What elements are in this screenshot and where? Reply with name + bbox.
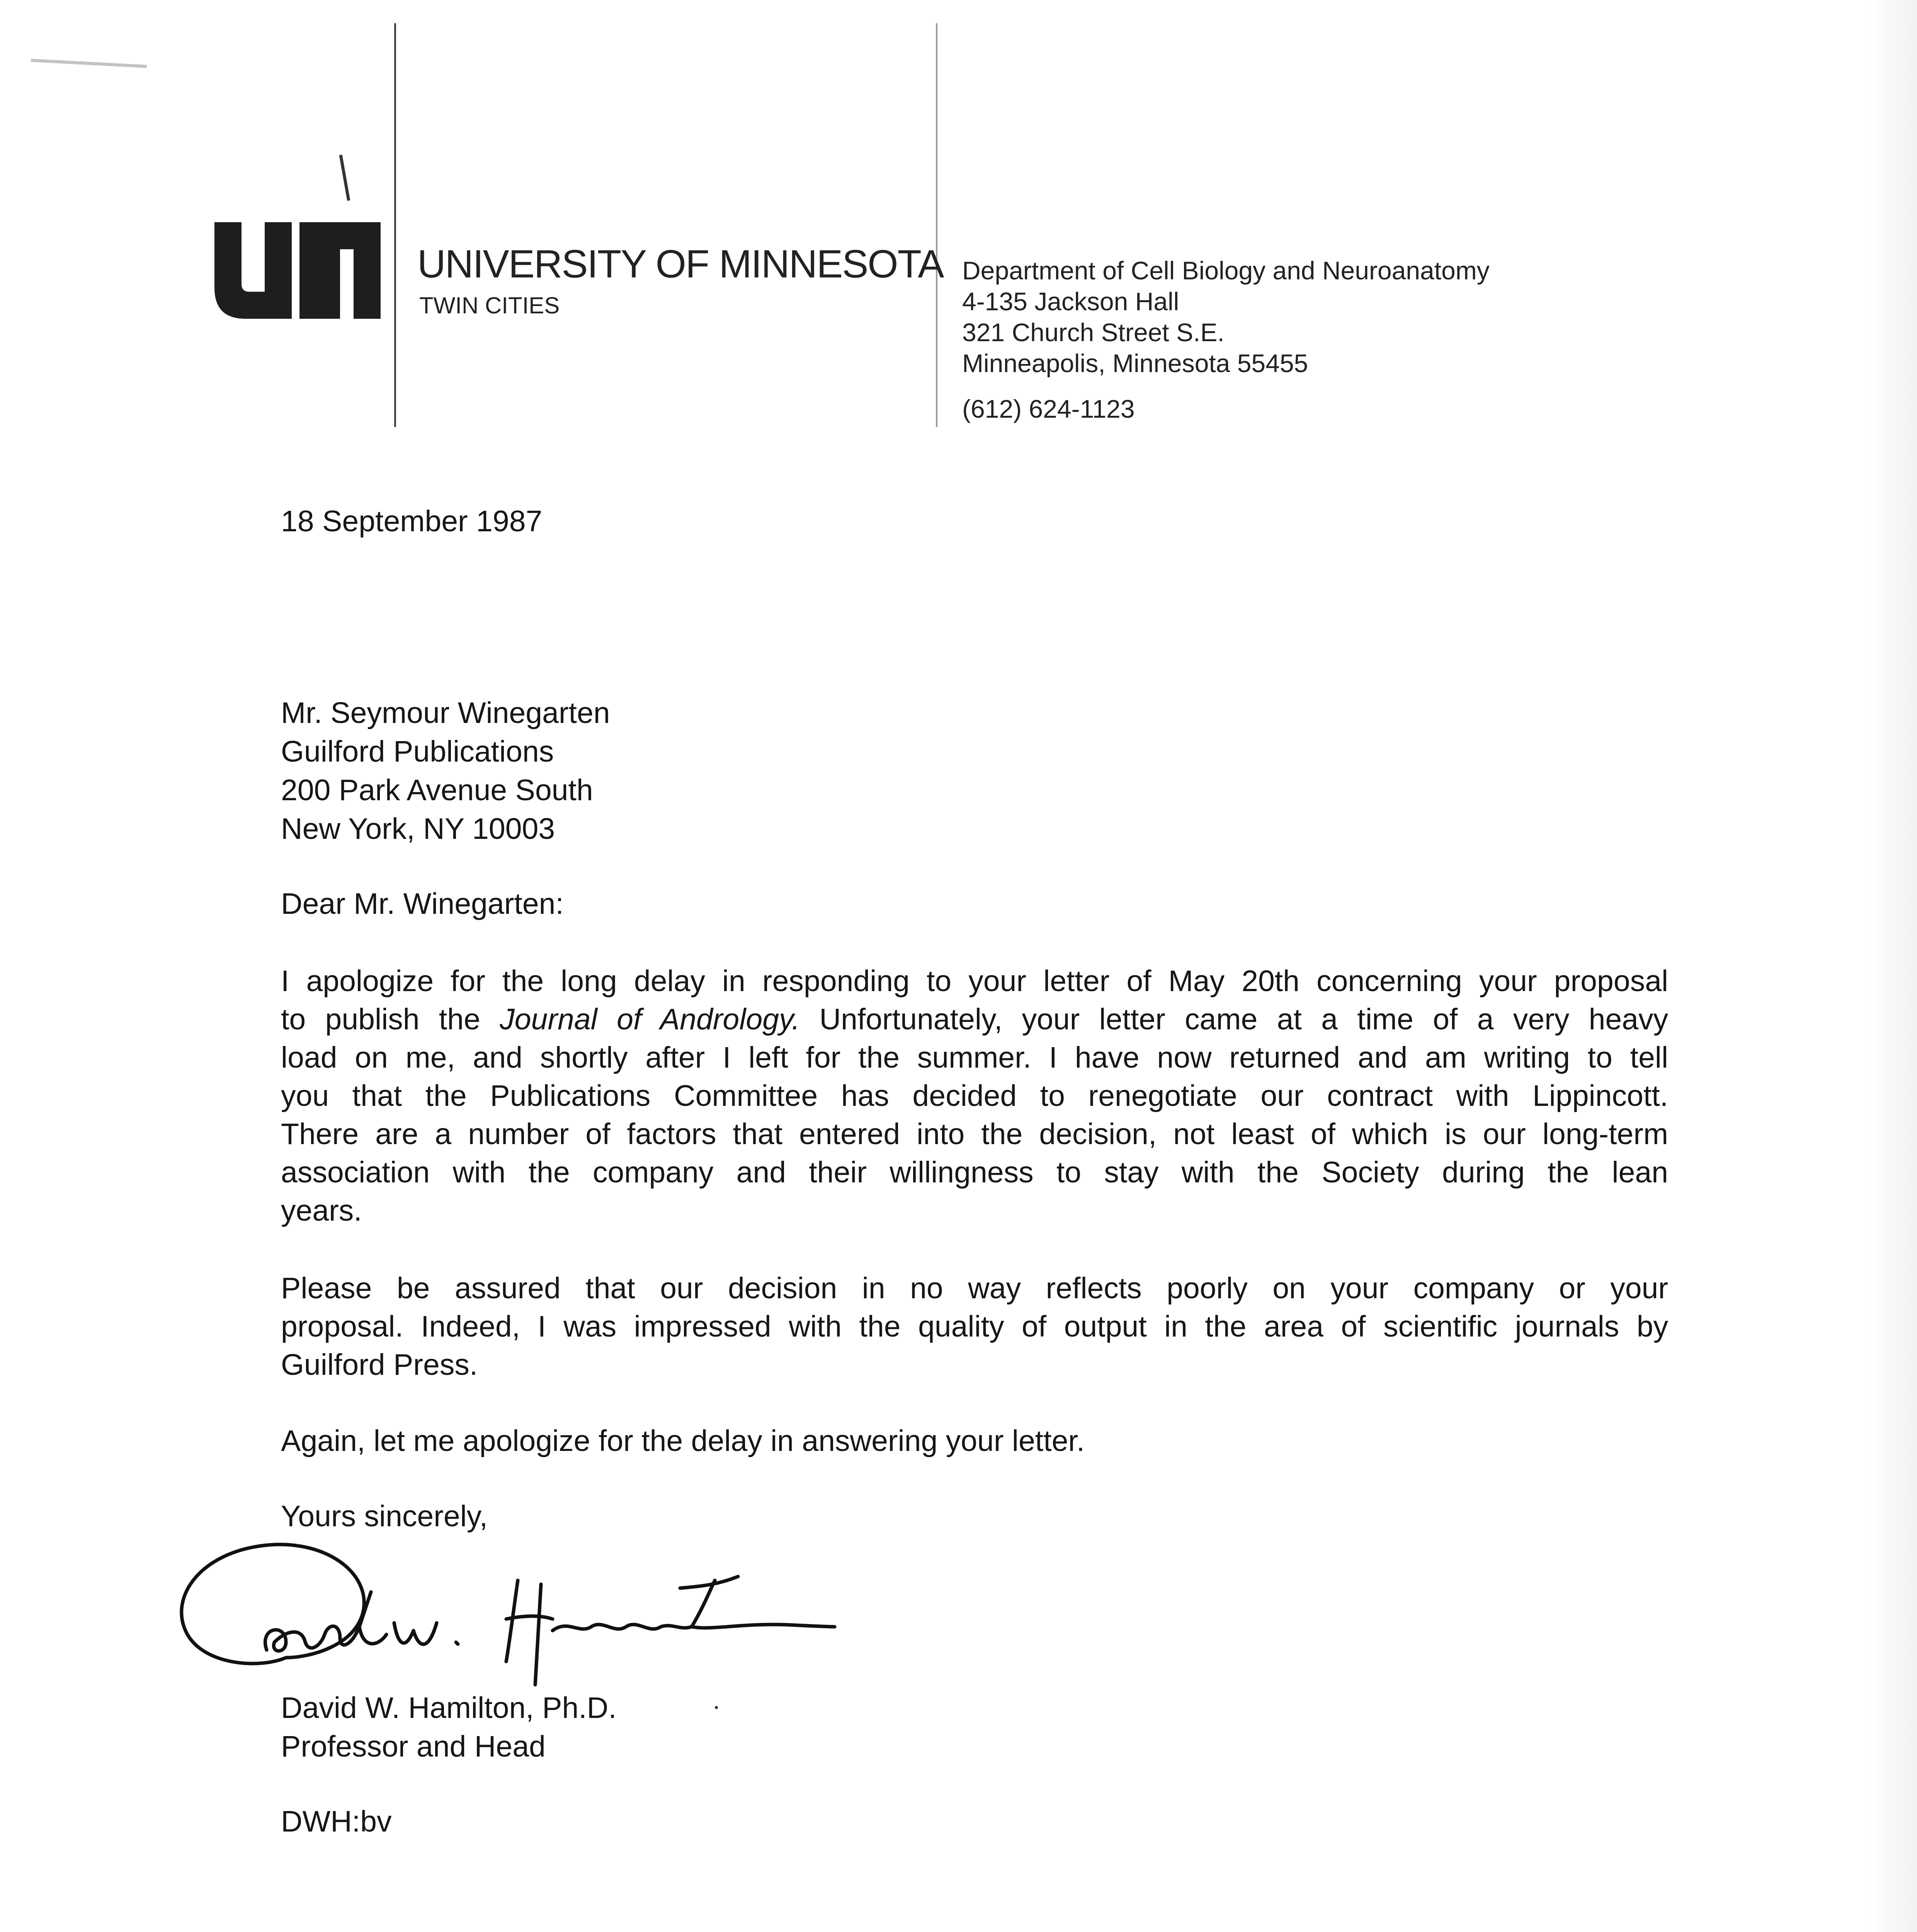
department-line: 4-135 Jackson Hall bbox=[962, 287, 1179, 316]
letterhead-rule-right bbox=[936, 23, 937, 427]
salutation: Dear Mr. Winegarten: bbox=[281, 887, 564, 920]
paragraph-line: Again, let me apologize for the delay in answering your letter. bbox=[281, 1424, 1085, 1458]
paragraph-line: association with the company and their willingness to stay with the Society during the lean bbox=[281, 1156, 1668, 1189]
signer-title: Professor and Head bbox=[281, 1730, 546, 1763]
paragraph-line: I apologize for the long delay in responding to your letter of May 20th concerning your proposal bbox=[281, 964, 1668, 998]
paragraph-line: load on me, and shortly after I left for the summer. I have now returned and am writing to tell bbox=[281, 1041, 1668, 1074]
paragraph-line: Guilford Press. bbox=[281, 1348, 478, 1381]
recipient-address bbox=[281, 694, 610, 848]
text-run: to publish the bbox=[281, 1003, 500, 1036]
recipient-line: 200 Park Avenue South bbox=[281, 774, 593, 807]
pen-mark bbox=[339, 155, 350, 201]
recipient-line: Guilford Publications bbox=[281, 735, 554, 768]
letterhead-rule-left bbox=[394, 23, 396, 427]
signer-name: David W. Hamilton, Ph.D. bbox=[281, 1691, 617, 1725]
university-logo bbox=[214, 222, 381, 319]
speck bbox=[715, 1706, 718, 1709]
department-line: Minneapolis, Minnesota 55455 bbox=[962, 349, 1308, 378]
journal-title: Journal of Andrology. bbox=[500, 1003, 800, 1036]
scan-right-edge bbox=[1870, 0, 1917, 1932]
paragraph-line bbox=[281, 1000, 1668, 1039]
paragraph-line: There are a number of factors that entered into the decision, not least of which is our long-term bbox=[281, 1117, 1668, 1151]
department-phone: (612) 624-1123 bbox=[962, 395, 1135, 423]
paragraph-line: Please be assured that our decision in no way reflects poorly on your company or your bbox=[281, 1272, 1668, 1305]
recipient-line: New York, NY 10003 bbox=[281, 812, 555, 845]
signature bbox=[170, 1530, 842, 1692]
paragraph-line: you that the Publications Committee has decided to renegotiate our contract with Lippincott. bbox=[281, 1079, 1668, 1112]
paragraph-3 bbox=[281, 1422, 1668, 1460]
typist-initials: DWH:bv bbox=[281, 1805, 392, 1838]
department-line: 321 Church Street S.E. bbox=[962, 318, 1225, 347]
paragraph-1 bbox=[281, 962, 1668, 1230]
paragraph-2 bbox=[281, 1269, 1668, 1384]
signer-block bbox=[281, 1689, 617, 1766]
paragraph-line: years. bbox=[281, 1194, 362, 1227]
paragraph-line: proposal. Indeed, I was impressed with the quality of output in the area of scientific journals by bbox=[281, 1310, 1668, 1343]
department-line: Department of Cell Biology and Neuroanatomy bbox=[962, 256, 1490, 285]
letter-date: 18 September 1987 bbox=[281, 505, 543, 538]
text-run: Unfortunately, your letter came at a time of a very heavy bbox=[800, 1003, 1668, 1036]
closing: Yours sincerely, bbox=[281, 1500, 488, 1533]
recipient-line: Mr. Seymour Winegarten bbox=[281, 696, 610, 730]
scan-streak bbox=[31, 59, 147, 68]
university-name: UNIVERSITY OF MINNESOTA bbox=[417, 242, 944, 286]
campus-name: TWIN CITIES bbox=[419, 293, 560, 318]
department-address bbox=[962, 255, 1490, 379]
